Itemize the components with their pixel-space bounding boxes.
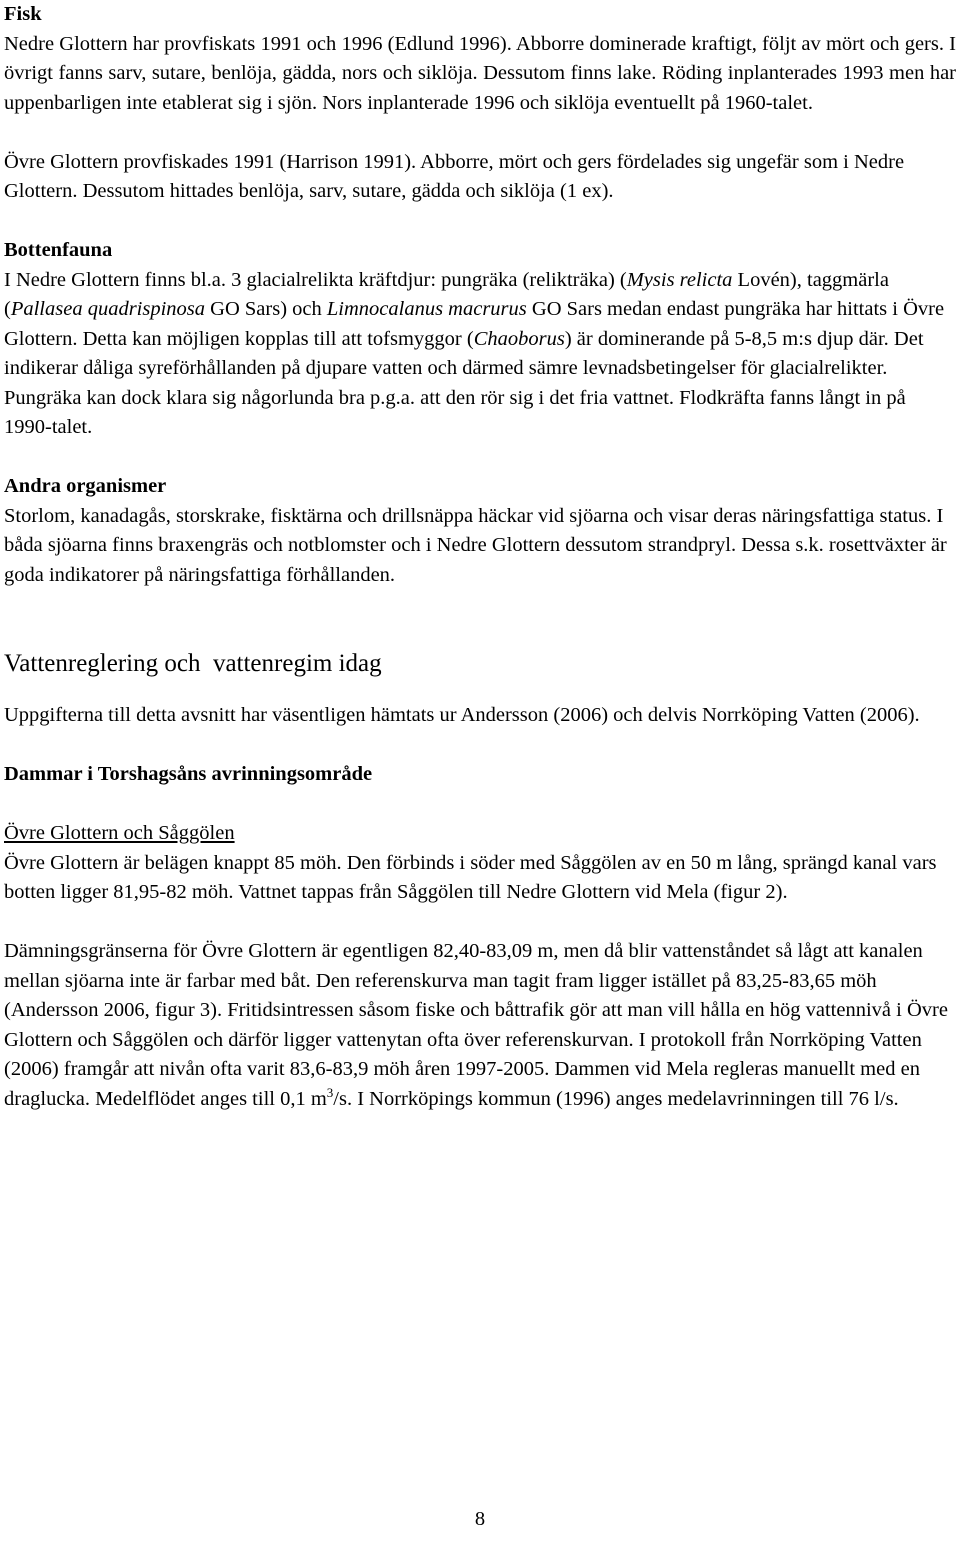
superscript-3: 3: [326, 1084, 334, 1100]
vattenreglering-title: Vattenreglering och vattenregim idag: [4, 650, 382, 677]
dammar-paragraph-2-text-b: /s. I Norrköpings kommun (1996) anges medelavrinningen till 76 l/s.: [333, 1087, 899, 1110]
bottenfauna-text-5: ) är dominerande på 5-8,5 m:s djup där. Det indikerar dåliga syreförhållanden på djupare vatten och därmed sämre levnadsbetingelser för glacialrelikter. Pungräka kan dock klara sig någorlunda bra p.g.a. att den rör sig i det fria vattnet. Flodkräfta fanns långt in på 1990-talet.: [4, 327, 924, 438]
ovre-glottern-subheading: Övre Glottern och Såggölen: [4, 822, 235, 844]
fisk-heading: Fisk: [4, 3, 42, 25]
dammar-heading: Dammar i Torshagsåns avrinningsområde: [4, 763, 373, 785]
andra-paragraph: Storlom, kanadagås, storskrake, fisktärna och drillsnäppa häckar vid sjöarna och visar deras näringsfattiga status. I båda sjöarna finns braxengräs och notblomster och i Nedre Glottern dessutom strandpryl. Dessa s.k. rosettväxter är goda indikatorer på näringsfattiga förhållanden.: [4, 504, 947, 586]
dammar-paragraph-2: [4, 937, 956, 1114]
species-pallasea: Pallasea quadrispinosa: [10, 298, 206, 320]
bottenfauna-text-4: GO Sars medan endast pungräka har hittats i Övre Glottern. Detta kan möjligen kopplas till att tofsmyggor (: [4, 298, 945, 350]
fisk-paragraph-2: Övre Glottern provfiskades 1991 (Harrison 1991). Abborre, mört och gers fördelades sig ungefär som i Nedre Glottern. Dessutom hittades benlöja, sarv, sutare, gädda och siklöja (1 ex).: [4, 150, 905, 202]
vattenreglering-paragraph: Uppgifterna till detta avsnitt har väsentligen hämtats ur Andersson (2006) och delvis Norrköping Vatten (2006).: [4, 704, 920, 726]
bottenfauna-text-2: Lovén), taggmärla (: [4, 268, 889, 320]
fisk-paragraph-1: Nedre Glottern har provfiskats 1991 och 1996 (Edlund 1996). Abborre dominerade kraftigt, följt av mört och gers. I övrigt fanns sarv, sutare, benlöja, gädda, nors och siklöja. Dessutom finns lake. Röding inplanterades 1993 men har uppenbarligen inte etablerat sig i sjön. Nors inplanterade 1996 och siklöja eventuellt på 1960-talet.: [4, 32, 956, 114]
species-chaoborus: Chaoborus: [473, 327, 565, 350]
dammar-paragraph-1: Övre Glottern är belägen knappt 85 möh. Den förbinds i söder med Såggölen av en 50 m lång, sprängd kanal vars botten ligger 81,95-82 möh. Vattnet tappas från Såggölen till Nedre Glottern vid Mela (figur 2).: [4, 851, 937, 903]
dammar-paragraph-2-text-a: Dämningsgränserna för Övre Glottern är egentligen 82,40-83,09 m, men då blir vattenståndet så lågt att kanalen mellan sjöarna inte är farbar med båt. Den referenskurva man tagit fram ligger istället på 83,25-83,65 möh (Andersson 2006, figur 3). Fritidsintressen såsom fiske och båttrafik gör att man vill hålla en hög vattennivå i Övre Glottern och Såggölen och därför ligger vattenytan ofta över referenskurvan. I protokoll från Norrköping Vatten (2006) framgår att nivån ofta varit 83,6-83,9 möh åren 1997-2005. Dammen vid Mela regleras manuellt med en draglucka. Medelflödet anges till 0,1 m: [4, 940, 948, 1110]
species-mysis-relicta: Mysis relicta: [626, 268, 733, 291]
andra-heading: Andra organismer: [4, 475, 167, 497]
species-limnocalanus: Limnocalanus macrurus: [326, 298, 527, 320]
bottenfauna-heading: Bottenfauna: [4, 239, 113, 261]
bottenfauna-text-1: I Nedre Glottern finns bl.a. 3 glacialrelikta kräftdjur: pungräka (relikträka) (: [4, 268, 627, 291]
bottenfauna-text-3: GO Sars) och: [205, 298, 327, 320]
bottenfauna-paragraph: [4, 266, 956, 443]
page-number: 8: [474, 1508, 486, 1530]
